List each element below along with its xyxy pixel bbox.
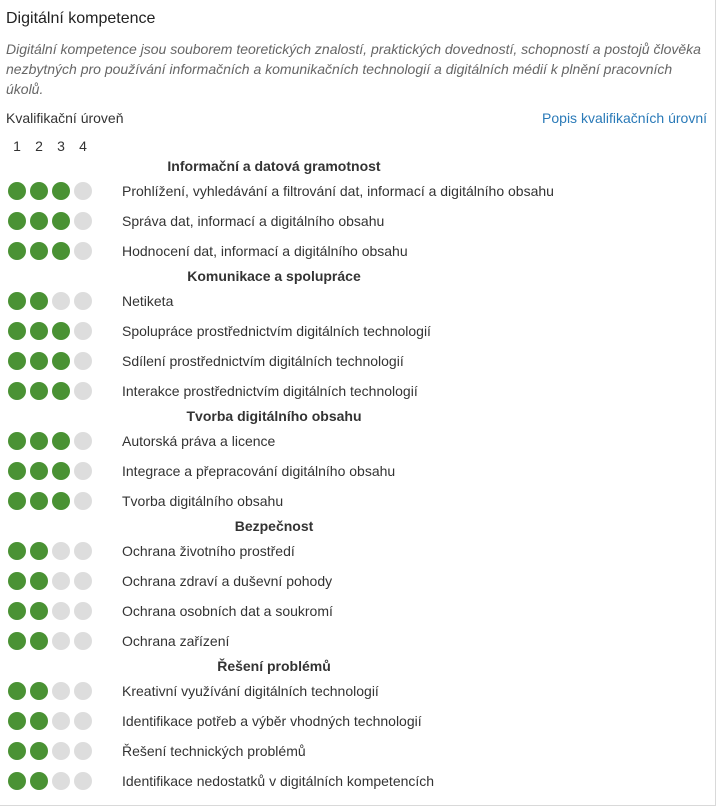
level-dot-filled [8, 712, 26, 730]
level-dot-filled [52, 382, 70, 400]
level-indicator [0, 542, 122, 560]
level-dot-empty [52, 292, 70, 310]
level-dot-filled [30, 292, 48, 310]
level-dot-empty [74, 432, 92, 450]
competence-label: Interakce prostřednictvím digitálních technologií [122, 383, 418, 399]
competence-label: Prohlížení, vyhledávání a filtrování dat, informací a digitálního obsahu [122, 183, 554, 199]
level-dot-empty [74, 322, 92, 340]
competence-row [0, 706, 716, 736]
competence-label: Správa dat, informací a digitálního obsahu [122, 213, 385, 229]
level-dot-filled [8, 602, 26, 620]
group-title: Tvorba digitálního obsahu [186, 408, 362, 424]
competence-label: Řešení technických problémů [122, 743, 306, 759]
qualification-level-label: Kvalifikační úroveň [6, 110, 124, 126]
level-dot-filled [30, 212, 48, 230]
group-title: Informační a datová gramotnost [167, 158, 381, 174]
level-dot-filled [52, 322, 70, 340]
level-dot-filled [30, 242, 48, 260]
level-dot-empty [52, 682, 70, 700]
competence-row [0, 206, 716, 236]
level-dot-filled [8, 682, 26, 700]
level-indicator [0, 382, 122, 400]
qualification-levels-link[interactable]: Popis kvalifikačních úrovní [542, 110, 707, 126]
competence-label: Identifikace potřeb a výběr vhodných technologií [122, 713, 422, 729]
level-dot-empty [74, 212, 92, 230]
level-dot-filled [8, 632, 26, 650]
level-number-4: 4 [79, 138, 87, 154]
level-dot-empty [74, 182, 92, 200]
competence-label: Integrace a přepracování digitálního obsahu [122, 463, 396, 479]
level-dot-filled [30, 572, 48, 590]
level-indicator [0, 292, 122, 310]
level-dot-filled [30, 382, 48, 400]
level-dot-filled [30, 682, 48, 700]
competence-label: Identifikace nedostatků v digitálních kompetencích [122, 773, 435, 789]
level-dot-empty [52, 542, 70, 560]
level-dot-filled [8, 432, 26, 450]
level-dot-empty [52, 772, 70, 790]
section-description: Digitální kompetence jsou souborem teoretických znalostí, praktických dovedností, schopností a postojů člověka nezbytných pro používání informačních a komunikačních technologií a digitálních médií k plnění pracovních úkolů. [6, 41, 701, 97]
level-indicator [0, 742, 122, 760]
level-indicator [0, 572, 122, 590]
level-dot-empty [74, 382, 92, 400]
level-dot-filled [52, 462, 70, 480]
competence-list [0, 156, 716, 796]
level-dot-filled [30, 492, 48, 510]
level-dot-empty [74, 682, 92, 700]
level-dot-filled [52, 432, 70, 450]
competence-row [0, 676, 716, 706]
competence-row [0, 566, 716, 596]
competence-row [0, 236, 716, 266]
level-dot-empty [52, 742, 70, 760]
competence-label: Kreativní využívání digitálních technologií [122, 683, 379, 699]
level-indicator [0, 462, 122, 480]
level-dot-filled [52, 352, 70, 370]
level-dot-empty [52, 712, 70, 730]
level-indicator [0, 602, 122, 620]
level-dot-filled [30, 712, 48, 730]
competence-label: Hodnocení dat, informací a digitálního obsahu [122, 243, 408, 259]
competence-row [0, 626, 716, 656]
level-dot-filled [52, 212, 70, 230]
level-indicator [0, 772, 122, 790]
level-indicator [0, 632, 122, 650]
competence-row [0, 456, 716, 486]
level-dot-filled [30, 182, 48, 200]
level-dot-empty [74, 742, 92, 760]
level-dot-empty [74, 462, 92, 480]
level-dot-filled [30, 432, 48, 450]
competence-row [0, 286, 716, 316]
competence-label: Autorská práva a licence [122, 433, 276, 449]
level-dot-filled [52, 492, 70, 510]
competence-row [0, 376, 716, 406]
level-dot-filled [8, 322, 26, 340]
level-dot-filled [8, 742, 26, 760]
group-title: Řešení problémů [217, 658, 331, 674]
level-dot-filled [8, 212, 26, 230]
level-dot-empty [52, 572, 70, 590]
competence-row [0, 596, 716, 626]
level-dot-filled [8, 352, 26, 370]
level-dot-filled [52, 182, 70, 200]
level-dot-empty [74, 572, 92, 590]
level-indicator [0, 682, 122, 700]
level-dot-filled [30, 632, 48, 650]
level-number-3: 3 [57, 138, 65, 154]
level-dot-filled [8, 492, 26, 510]
level-dot-filled [30, 462, 48, 480]
level-dot-empty [74, 712, 92, 730]
competence-row [0, 176, 716, 206]
level-dot-empty [74, 352, 92, 370]
level-dot-filled [8, 242, 26, 260]
level-dot-empty [74, 772, 92, 790]
competence-row [0, 486, 716, 516]
level-indicator [0, 242, 122, 260]
level-dot-empty [52, 602, 70, 620]
level-indicator [0, 182, 122, 200]
level-dot-empty [74, 242, 92, 260]
competence-label: Spolupráce prostřednictvím digitálních technologií [122, 323, 431, 339]
level-number-2: 2 [35, 138, 43, 154]
level-dot-filled [8, 182, 26, 200]
level-dot-empty [52, 632, 70, 650]
level-dot-empty [74, 492, 92, 510]
level-indicator [0, 212, 122, 230]
level-dot-empty [74, 542, 92, 560]
level-dot-filled [30, 602, 48, 620]
level-dot-filled [8, 462, 26, 480]
level-indicator [0, 432, 122, 450]
section-title: Digitální kompetence [6, 10, 156, 27]
competence-row [0, 736, 716, 766]
group-title: Bezpečnost [234, 518, 314, 534]
competence-label: Ochrana osobních dat a soukromí [122, 603, 333, 619]
group-title: Komunikace a spolupráce [187, 268, 361, 284]
level-indicator [0, 352, 122, 370]
competence-row [0, 426, 716, 456]
level-dot-filled [30, 772, 48, 790]
level-dot-filled [8, 382, 26, 400]
level-indicator [0, 712, 122, 730]
competence-label: Ochrana zdraví a duševní pohody [122, 573, 333, 589]
level-dot-filled [8, 772, 26, 790]
level-indicator [0, 322, 122, 340]
level-dot-empty [74, 632, 92, 650]
competence-row [0, 346, 716, 376]
level-dot-filled [8, 572, 26, 590]
competence-row [0, 316, 716, 346]
competence-label: Sdílení prostřednictvím digitálních technologií [122, 353, 404, 369]
level-dot-filled [8, 292, 26, 310]
level-dot-filled [8, 542, 26, 560]
level-number-1: 1 [13, 138, 21, 154]
level-dot-empty [74, 602, 92, 620]
level-dot-empty [74, 292, 92, 310]
competence-row [0, 766, 716, 796]
level-dot-filled [30, 542, 48, 560]
level-dot-filled [30, 352, 48, 370]
level-dot-filled [30, 322, 48, 340]
competence-label: Netiketa [122, 293, 174, 309]
competence-label: Ochrana životního prostředí [122, 543, 295, 559]
level-dot-filled [30, 742, 48, 760]
competence-label: Tvorba digitálního obsahu [122, 493, 284, 509]
competence-label: Ochrana zařízení [122, 633, 230, 649]
level-dot-filled [52, 242, 70, 260]
level-number-header [6, 138, 94, 156]
level-indicator [0, 492, 122, 510]
competence-row [0, 536, 716, 566]
